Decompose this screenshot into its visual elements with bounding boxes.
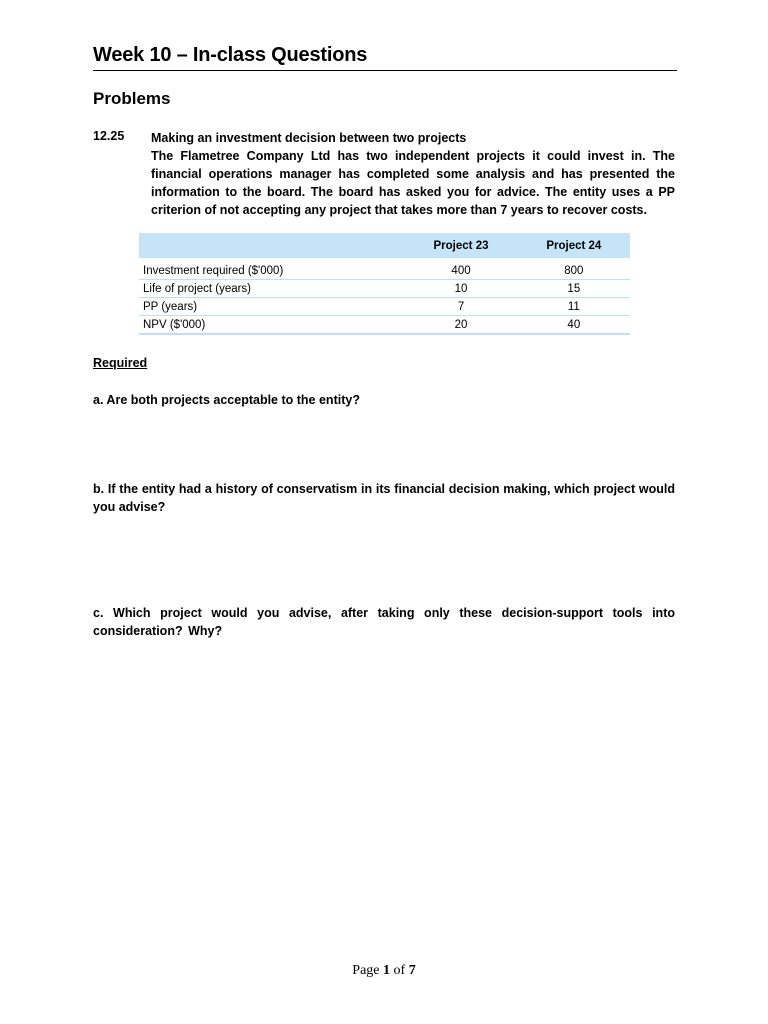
question-heading: Making an investment decision between two projects bbox=[151, 131, 467, 145]
row-label: PP (years) bbox=[139, 298, 404, 316]
section-title: Problems bbox=[93, 89, 171, 108]
project-23-value: 10 bbox=[404, 280, 517, 298]
required-heading: Required bbox=[93, 356, 148, 370]
question-block bbox=[151, 129, 675, 219]
table-row bbox=[139, 280, 630, 298]
table-row bbox=[139, 298, 630, 316]
project-23-value: 7 bbox=[404, 298, 517, 316]
row-label: NPV ($'000) bbox=[139, 316, 404, 335]
project-24-value: 11 bbox=[518, 298, 630, 316]
footer-of-word: of bbox=[393, 963, 406, 978]
project-23-value: 400 bbox=[404, 258, 517, 280]
row-label: Investment required ($'000) bbox=[139, 258, 404, 280]
project-24-value: 40 bbox=[518, 316, 630, 335]
table-header-project-23: Project 23 bbox=[404, 233, 517, 258]
sub-question-b: b. If the entity had a history of conservatism in its financial decision making, which project would you advise? bbox=[93, 482, 675, 514]
table-header-project-24: Project 24 bbox=[518, 233, 630, 258]
question-number: 12.25 bbox=[93, 129, 125, 143]
sub-question-a: a. Are both projects acceptable to the entity? bbox=[93, 393, 360, 407]
project-24-value: 15 bbox=[518, 280, 630, 298]
table-row bbox=[139, 258, 630, 280]
sub-question-c: c. Which project would you advise, after taking only these decision-support tools into consideration? Why? bbox=[93, 606, 675, 638]
project-23-value: 20 bbox=[404, 316, 517, 335]
footer-current-page: 1 bbox=[383, 963, 391, 978]
table-header-empty bbox=[139, 233, 404, 258]
question-body: The Flametree Company Ltd has two independent projects it could invest in. The financial operations manager has completed some analysis and has presented the information to the board. The board has asked you for advice. The entity uses a PP criterion of not accepting any project that takes more than 7 years to recover costs. bbox=[151, 149, 675, 217]
footer-page-word: Page bbox=[352, 963, 380, 978]
document-title: Week 10 – In-class Questions bbox=[93, 44, 677, 71]
table-row bbox=[139, 316, 630, 335]
page-footer bbox=[0, 963, 768, 979]
project-comparison-table bbox=[139, 233, 630, 335]
row-label: Life of project (years) bbox=[139, 280, 404, 298]
footer-total-pages: 7 bbox=[408, 963, 416, 978]
project-24-value: 800 bbox=[518, 258, 630, 280]
table-header-row bbox=[139, 233, 630, 258]
